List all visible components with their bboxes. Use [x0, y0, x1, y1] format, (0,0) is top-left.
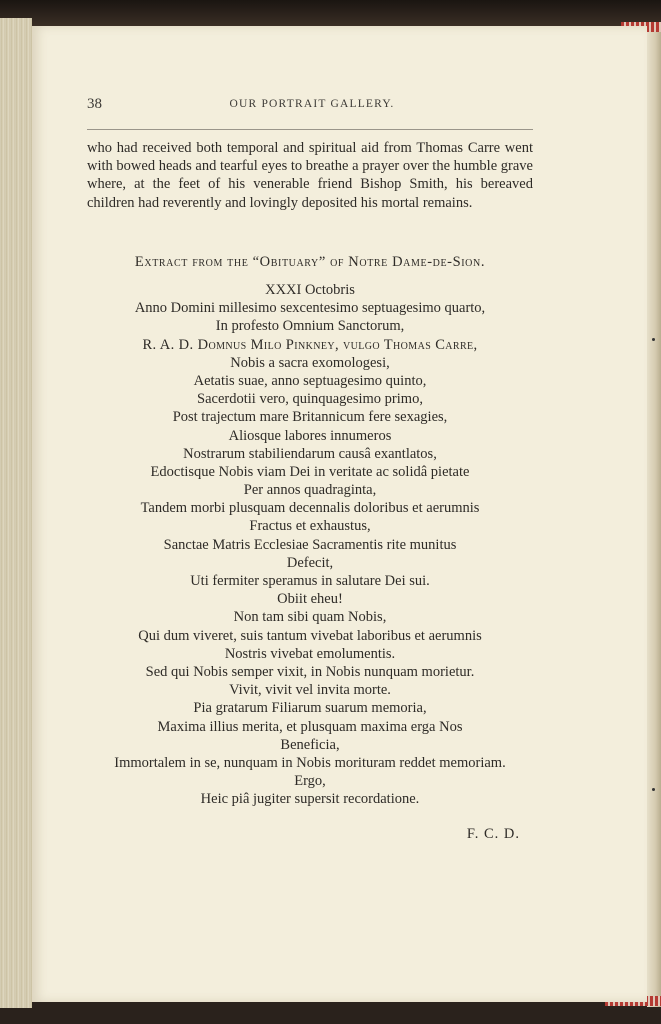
body-paragraph: who had received both temporal and spiritual aid from Thomas Carre went with bowed heads and tearful eyes to breathe a prayer over the humble grave where, at the feet of his venerable friend Bishop Smith, his bereaved children had reverently and lovingly deposited his mortal remains.	[87, 140, 533, 211]
verse-line: Fractus et exhaustus,	[249, 518, 371, 535]
verse-line: Aliosque labores innumeros	[228, 427, 392, 444]
verse-line: Maxima illius merita, et plusquam maxima erga Nos	[157, 718, 463, 735]
verse-line: Ergo,	[294, 773, 326, 790]
verse-line: Tandem morbi plusquam decennalis doloribus et aerumnis	[140, 500, 480, 517]
header-rule	[87, 129, 533, 130]
verse-line: Sacerdotii vero, quinquagesimo primo,	[197, 391, 423, 408]
margin-speck	[652, 338, 655, 341]
margin-speck	[652, 788, 655, 791]
verse-line: Immortalem in se, nunquam in Nobis morituram reddet memoriam.	[114, 754, 506, 771]
extract-heading: Extract from the “Obituary” of Notre Dame-de-Sion.	[134, 254, 486, 270]
verse-line: In profesto Omnium Sanctorum,	[215, 318, 405, 335]
running-head: OUR PORTRAIT GALLERY.	[229, 98, 395, 110]
verse-line: Vivit, vivit vel invita morte.	[229, 682, 391, 699]
verse-line: Per annos quadraginta,	[243, 482, 377, 499]
verse-line: Non tam sibi quam Nobis,	[233, 609, 387, 626]
book-top-shadow	[0, 0, 661, 26]
verse-line: Pia gratarum Filiarum suarum memoria,	[193, 700, 427, 717]
verse-line: Beneficia,	[280, 736, 340, 753]
signature-initials: F. C. D.	[466, 826, 520, 842]
verse-line: Post trajectum mare Britannicum fere sexagies,	[172, 409, 448, 426]
verse-line: Anno Domini millesimo sexcentesimo septuagesimo quarto,	[134, 300, 486, 317]
verse-line: Uti fermiter speramus in salutare Dei sui.	[190, 573, 430, 589]
verse-line: Nostris vivebat emolumentis.	[224, 645, 396, 662]
verse-line: Nostrarum stabiliendarum causâ exantlatos,	[183, 445, 437, 462]
verse-line: XXXI Octobris	[265, 282, 355, 298]
page-stack-right-edge	[647, 22, 661, 1007]
verse-line: R. A. D. Domnus Milo Pinkney, vulgo Thomas Carre,	[142, 336, 478, 353]
verse-line: Defecit,	[286, 554, 334, 571]
verse-line: Aetatis suae, anno septuagesimo quinto,	[193, 372, 427, 389]
verse-line: Heic piâ jugiter supersit recordatione.	[200, 791, 420, 808]
verse-line: Qui dum viveret, suis tantum vivebat laboribus et aerumnis	[138, 627, 482, 644]
verse-line: Obiit eheu!	[277, 591, 343, 608]
verse-line: Sed qui Nobis semper vixit, in Nobis nunquam morietur.	[145, 663, 475, 680]
page-number: 38	[87, 96, 102, 112]
verse-line: Sanctae Matris Ecclesiae Sacramentis rite munitus	[163, 536, 457, 553]
page-header	[87, 96, 537, 116]
page-stack-left-edge	[0, 18, 32, 1008]
verse-line: Nobis a sacra exomologesi,	[230, 354, 390, 371]
verse-line: Edoctisque Nobis viam Dei in veritate ac solidâ pietate	[150, 463, 470, 480]
obituary-verse	[80, 281, 540, 808]
